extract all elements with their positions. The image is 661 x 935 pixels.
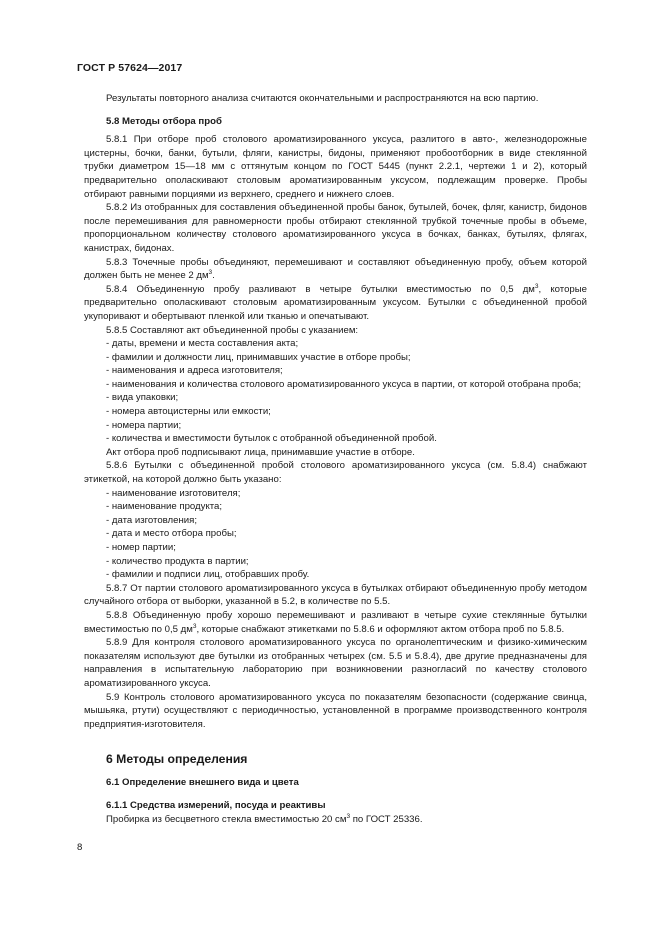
page-content — [84, 92, 587, 826]
clause-5-8-4-end: , которые предварительно ополаскивают столовым ароматизированным уксусом. Бутылки с объединенной пробой укупоривают и обертывают пленкой или тканью и опечатывают. — [84, 283, 587, 322]
section-6-1-1-heading: 6.1.1 Средства измерений, посуда и реактивы — [106, 799, 326, 811]
clause-5-8-4 — [84, 283, 587, 324]
clause-6-1-1-end: по ГОСТ 25336. — [350, 813, 423, 825]
superscript: 3 — [534, 282, 539, 290]
page-header: ГОСТ Р 57624—2017 — [77, 62, 183, 74]
clause-5-8-6: 5.8.6 Бутылки с объединенной пробой столового ароматизированного уксуса (см. 5.8.4) снабжают этикеткой, на которой должно быть указано: — [84, 460, 587, 486]
intro-paragraph: Результаты повторного анализа считаются окончательными и распространяются на всю партию. — [106, 93, 539, 104]
clause-5-9: 5.9 Контроль столового ароматизированного уксуса по показателям безопасности (содержание свинца, мышьяка, ртути) осуществляют с периодичностью, установленной в программе производственного контроля предприятия-изготовителя. — [84, 691, 587, 730]
clause-5-8-4-text: 5.8.4 Объединенную пробу разливают в четыре бутылки вместимостью по 0,5 дм — [106, 283, 535, 295]
section-6-1-heading: 6.1 Определение внешнего вида и цвета — [106, 777, 299, 789]
clause-5-8-8 — [84, 609, 587, 636]
clause-5-8-5: 5.8.5 Составляют акт объединенной пробы с указанием: — [106, 324, 359, 336]
list-item: - наименования и количества столового ароматизированного уксуса в партии, от которой отобрана проба; — [106, 378, 582, 390]
list-item: - даты, времени и места составления акта; — [106, 338, 299, 350]
list-item: - вида упаковки; — [106, 392, 179, 404]
list-item: - фамилии и подписи лиц, отобравших пробу. — [106, 569, 310, 581]
clause-5-8-2: 5.8.2 Из отобранных для составления объединенной пробы банок, бутылей, бочек, фляг, канистр, бидонов после перемешивания для равномерности пробы отбирают стеклянной трубкой точечные пробы в объеме, пропорциональном количеству столового ароматизированного уксуса в бочках, банках, бутылях, флягах, канистрах, бидонах. — [84, 202, 587, 254]
superscript: 3 — [346, 812, 351, 820]
clause-6-1-1-start: Пробирка из бесцветного стекла вместимостью 20 см — [106, 813, 347, 825]
list-item: - наименование изготовителя; — [106, 487, 241, 499]
list-item: - номера партии; — [106, 419, 182, 431]
clause-5-8-7: 5.8.7 От партии столового ароматизированного уксуса в бутылках отбирают объединенную пробу методом случайного отбора от выборки, указанной в 5.2, в количестве по 5.5. — [84, 582, 587, 608]
clause-5-8-1: 5.8.1 При отборе проб столового ароматизированного уксуса, разлитого в авто-, железнодорожные цистерны, бочки, банки, бутыли, фляги, канистры, бидоны, применяют пробоотборник в виде стеклянной трубки диаметром 15—18 мм с оттянутым концом по ГОСТ 5445 (пункт 2.2.1, чертежи 1 и 2), который предварительно ополаскивают столовым ароматизированным уксусом, подлежащим проверке. Пробы отбирают равными порциями из верхнего, среднего и нижнего слоев. — [84, 134, 587, 200]
list-item: - наименование продукта; — [106, 501, 223, 513]
superscript: 3 — [208, 269, 213, 277]
list-item: - номера автоцистерны или емкости; — [106, 406, 271, 418]
clause-5-8-3 — [84, 256, 587, 283]
list-item: - номер партии; — [106, 542, 176, 553]
clause-5-8-8-end: , которые снабжают этикетками по 5.8.6 и оформляют актом отбора проб по 5.8.5. — [196, 623, 565, 635]
clause-5-8-3-end: . — [212, 270, 215, 282]
list-item: - дата изготовления; — [106, 514, 197, 526]
list-item: - наименования и адреса изготовителя; — [106, 365, 283, 377]
list-item: - количества и вместимости бутылок с отобранной объединенной пробой. — [106, 433, 437, 445]
clause-6-1-1-text — [84, 813, 587, 827]
clause-5-8-9: 5.8.9 Для контроля столового ароматизированного уксуса по органолептическим и физико-химическим показателям используют две бутылки из отобранных четырех (см. 5.5 и 5.8.4), две другие предназначены для направления в испытательную лабораторию при возникновении разногласий по качеству столового ароматизированного уксуса. — [84, 637, 587, 689]
superscript: 3 — [192, 622, 197, 630]
list-item: - фамилии и должности лиц, принимавших участие в отборе пробы; — [106, 351, 411, 363]
clause-5-8-3-text: 5.8.3 Точечные пробы объединяют, перемешивают и составляют объединенную пробу, объем которой должен быть не менее 2 дм — [84, 256, 587, 282]
list-item: - количество продукта в партии; — [106, 555, 249, 567]
section-6-heading: 6 Методы определения — [106, 752, 248, 767]
page-number: 8 — [77, 842, 83, 853]
list-item: - дата и место отбора пробы; — [106, 528, 237, 540]
clause-5-8-8-text: 5.8.8 Объединенную пробу хорошо перемешивают и разливают в четыре сухие стеклянные бутылки вместимостью по 0,5 дм — [84, 609, 587, 635]
section-5-8-heading: 5.8 Методы отбора проб — [106, 115, 222, 127]
clause-5-8-5-end: Акт отбора проб подписывают лица, принимавшие участие в отборе. — [106, 446, 415, 458]
